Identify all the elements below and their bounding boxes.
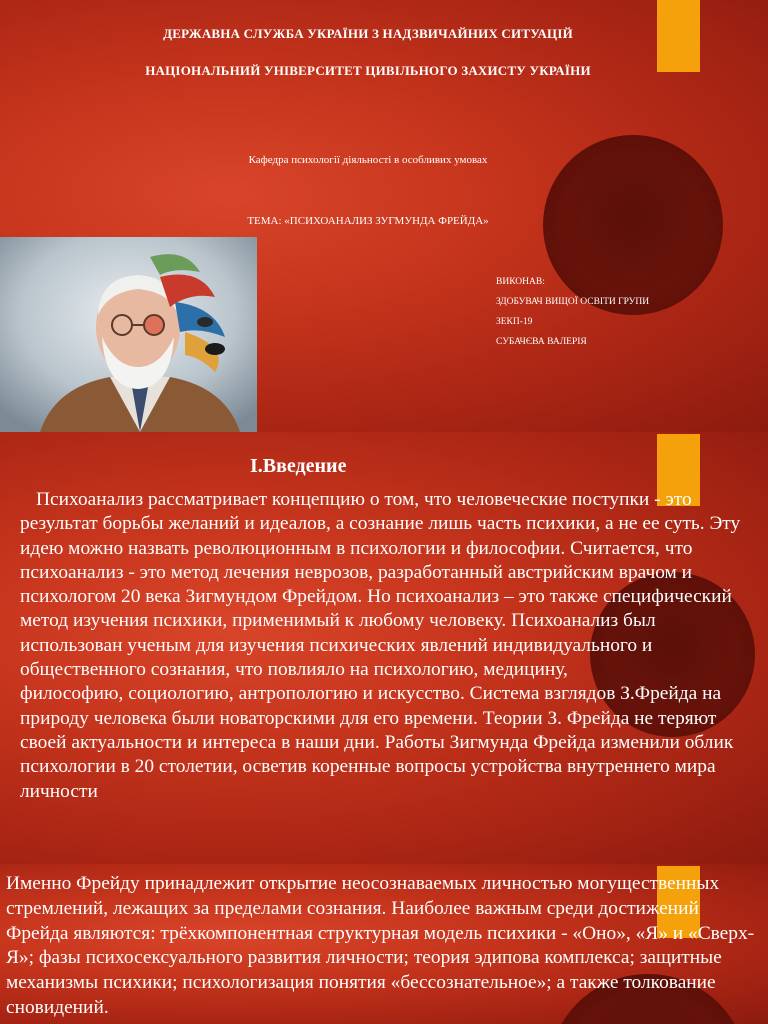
freud-portrait-image: [0, 237, 257, 432]
university-name: НАЦІОНАЛЬНИЙ УНІВЕРСИТЕТ ЦИВІЛЬНОГО ЗАХИСТУ УКРАЇНИ: [145, 63, 591, 78]
intro-paragraph: [20, 488, 762, 804]
institution-name: ДЕРЖАВНА СЛУЖБА УКРАЇНИ З НАДЗВИЧАЙНИХ СИТУАЦІЙ: [163, 26, 573, 41]
section-title: I.Введение: [250, 455, 347, 477]
author-block: [496, 272, 649, 352]
author-line: СУБАЧЄВА ВАЛЕРІЯ: [496, 337, 587, 347]
department-name: Кафедра психології діяльності в особливих умовах: [248, 154, 488, 166]
author-line: ЗДОБУВАЧ ВИЩОЇ ОСВІТИ ГРУПИ: [496, 297, 650, 307]
portrait-illustration: [0, 237, 257, 432]
author-line: ВИКОНАВ:: [496, 277, 545, 287]
title-slide: [0, 0, 768, 432]
author-line: ЗЕКП-19: [496, 317, 533, 327]
achievements-paragraph: Именно Фрейду принадлежит открытие неосознаваемых личностью могущественных стремлений, лежащих за пределами сознания. Наиболее важным среди достижений Фрейда являются: трёхкомпонентная структурная модель психики - «Оно», «Я» и «Сверх-Я»; фазы психосексуального развития личности; теория эдипова комплекса; защитные механизмы психики; психологизация понятия «бессознательное»; а также толкование сновидений.: [6, 873, 755, 1018]
intro-text: Психоанализ рассматривает концепцию о том, что человеческие поступки - это результат борьбы желаний и идеалов, а сознание лишь часть психики, а не ее суть. Эту идею можно назвать революционным в психологии и философии. Считается, что психоанализ - это метод лечения неврозов, разработанный австрийским врачом и психологом 20 века Зигмундом Фрейдом. Но психоанализ – это также специфический метод изучения психики, применимый к любому человеку. Психоанализ был использован ученым для изучения психических явлений индивидуального и общественного сознания, что повлияло на психологию, медицину,: [20, 489, 741, 681]
topic-title: ТЕМА: «ПСИХОАНАЛИЗ ЗУГМУНДА ФРЕЙДА»: [247, 215, 489, 227]
intro-text-continued: философию, социологию, антропологию и искусство. Система взглядов З.Фрейда на природу человека были новаторскими для его времени. Теории З. Фрейда не теряют своей актуальности и интереса в наши дни. Работы Зигмунда Фрейда изменили облик психологии в 20 столетии, осветив коренные вопросы устройства внутреннего мира личности: [20, 683, 734, 802]
